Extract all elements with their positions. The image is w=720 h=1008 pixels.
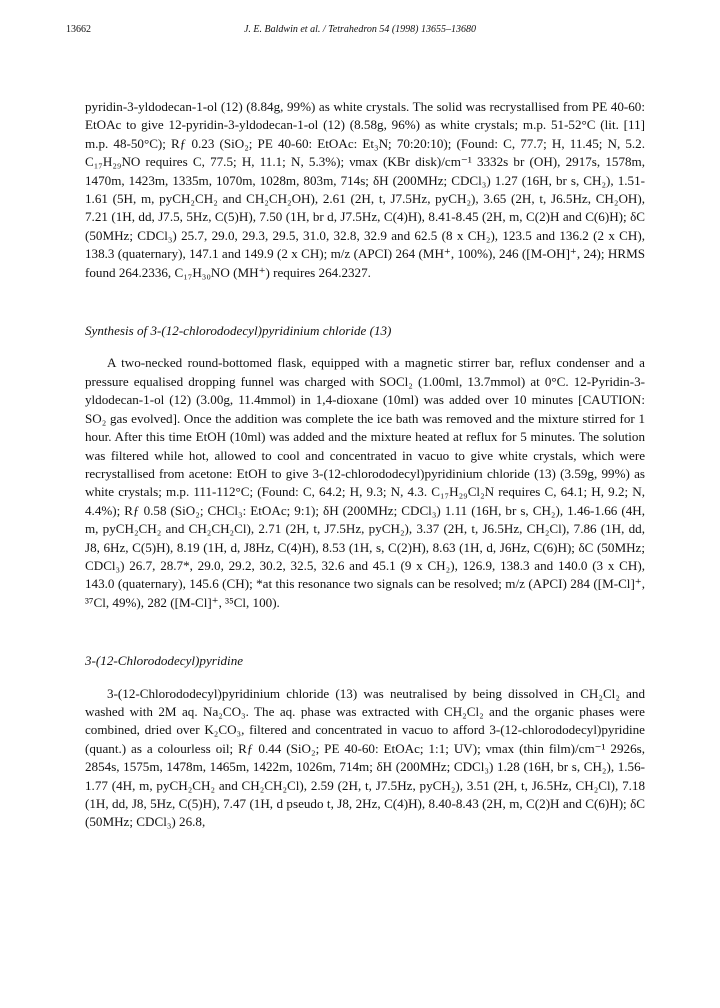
section-heading-synthesis: Synthesis of 3-(12-chlorododecyl)pyridinium chloride (13) [85, 323, 392, 339]
section-heading-chlorododecylpyridine: 3-(12-Chlorododecyl)pyridine [85, 653, 244, 669]
page-header [66, 24, 654, 40]
running-title: J. E. Baldwin et al. / Tetrahedron 54 (1998) 13655–13680 [243, 24, 477, 35]
page-number: 13662 [66, 24, 91, 35]
paragraph-continuation: pyridin-3-yldodecan-1-ol (12) (8.84g, 99%) as white crystals. The solid was recrystallised from PE 40-60: EtOAc to give 12-pyridin-3-yldodecan-1-ol (12) (8.58g, 96%) as white crystals; m.p. 51-52°C (lit. [11] m.p. 48-50°C); Rƒ 0.23 (SiO₂; PE 40-60: EtOAc: Et₃N; 70:20:10); (Found: C, 77.7; H, 11.45; N, 5.2. C₁₇H₂₉NO requires C, 77.5; H, 11.1; N, 5.3%); νmax (KBr disk)/cm⁻¹ 3332s br (OH), 2917s, 1578m, 1470m, 1423m, 1335m, 1070m, 1028m, 803m, 714s; δH (200MHz; CDCl₃) 1.27 (16H, br s, CH₂), 1.51-1.61 (5H, m, pyCH₂CH₂ and CH₂CH₂OH), 2.61 (2H, t, J7.5Hz, pyCH₂), 3.65 (2H, t, J6.5Hz, CH₂OH), 7.21 (1H, dd, J7.5, 5Hz, C(5)H), 7.50 (1H, br d, J7.5Hz, C(4)H), 8.41-8.45 (2H, m, C(2)H and C(6)H); δC (50MHz; CDCl₃) 25.7, 29.0, 29.3, 29.5, 31.0, 32.8, 32.9 and 62.5 (8 x CH₂), 123.5 and 136.2 (2 x CH), 138.3 (quaternary), 147.1 and 149.9 (2 x CH); m/z (APCI) 264 (MH⁺, 100%), 246 ([M-OH]⁺, 24); HRMS found 264.2336, C₁₇H₃₀NO (MH⁺) requires 264.2327. [85, 99, 645, 280]
page-body [85, 98, 645, 832]
paragraph-synthesis: A two-necked round-bottomed flask, equipped with a magnetic stirrer bar, reflux condenser and a pressure equalised dropping funnel was charged with SOCl₂ (1.00ml, 13.7mmol) at 0°C. 12-Pyridin-3-yldodecan-1-ol (12) (3.00g, 11.4mmol) in 1,4-dioxane (10ml) was added over 10 minutes [CAUTION: SO₂ gas evolved]. Once the addition was complete the ice bath was removed and the mixture stirred for 1 hour. After this time EtOH (10ml) was added and the mixture heated at reflux for 5 minutes. The solution was filtered while hot, allowed to cool and concentrated in vacuo to give white crystals, which were recrystallised from acetone: EtOH to give 3-(12-chlorododecyl)pyridinium chloride (13) (3.59g, 99%) as white crystals; m.p. 111-112°C; (Found: C, 64.2; H, 9.3; N, 4.3. C₁₇H₂₉Cl₂N requires C, 64.1; H, 9.2; N, 4.4%); Rƒ 0.58 (SiO₂; CHCl₃: EtOAc; 9:1); δH (200MHz; CDCl₃) 1.11 (16H, br s, CH₂), 1.46-1.66 (4H, m, pyCH₂CH₂ and CH₂CH₂Cl), 2.71 (2H, t, J7.5Hz, pyCH₂), 3.37 (2H, t, J6.5Hz, CH₂Cl), 7.86 (1H, dd, J8, 6Hz, C(5)H), 8.19 (1H, d, J8Hz, C(4)H), 8.53 (1H, s, C(2)H), 8.63 (1H, d, J6Hz, C(6)H); δC (50MHz; CDCl₃) 26.7, 28.7*, 29.0, 29.2, 30.2, 32.5, 32.6 and 45.1 (9 x CH₂), 126.9, 138.3 and 140.0 (3 x CH), 143.0 (quaternary), 145.6 (CH); *at this resonance two signals can be resolved; m/z (APCI) 284 ([M-Cl]⁺, ³⁷Cl, 49%), 282 ([M-Cl]⁺, ³⁵Cl, 100). [85, 355, 645, 610]
paragraph-chlorododecylpyridine: 3-(12-Chlorododecyl)pyridinium chloride (13) was neutralised by being dissolved in CH₂Cl₂ and washed with 2M aq. Na₂CO₃. The aq. phase was extracted with CH₂Cl₂ and the organic phases were combined, dried over K₂CO₃, filtered and concentrated in vacuo to afford 3-(12-chlorododecyl)pyridine (quant.) as a colourless oil; Rƒ 0.44 (SiO₂; PE 40-60: EtOAc; 1:1; UV); νmax (thin film)/cm⁻¹ 2926s, 2854s, 1575m, 1478m, 1465m, 1422m, 1026m, 714m; δH (200MHz; CDCl₃) 1.28 (16H, br s, CH₂), 1.56-1.77 (4H, m, pyCH₂CH₂ and CH₂CH₂Cl), 2.59 (2H, t, J7.5Hz, pyCH₂), 3.51 (2H, t, J6.5Hz, CH₂Cl), 7.18 (1H, dd, J8, 5Hz, C(5)H), 7.47 (1H, d pseudo t, J8, 2Hz, C(4)H), 8.40-8.43 (2H, m, C(2)H and C(6)H); δC (50MHz; CDCl₃) 26.8, [85, 685, 645, 830]
